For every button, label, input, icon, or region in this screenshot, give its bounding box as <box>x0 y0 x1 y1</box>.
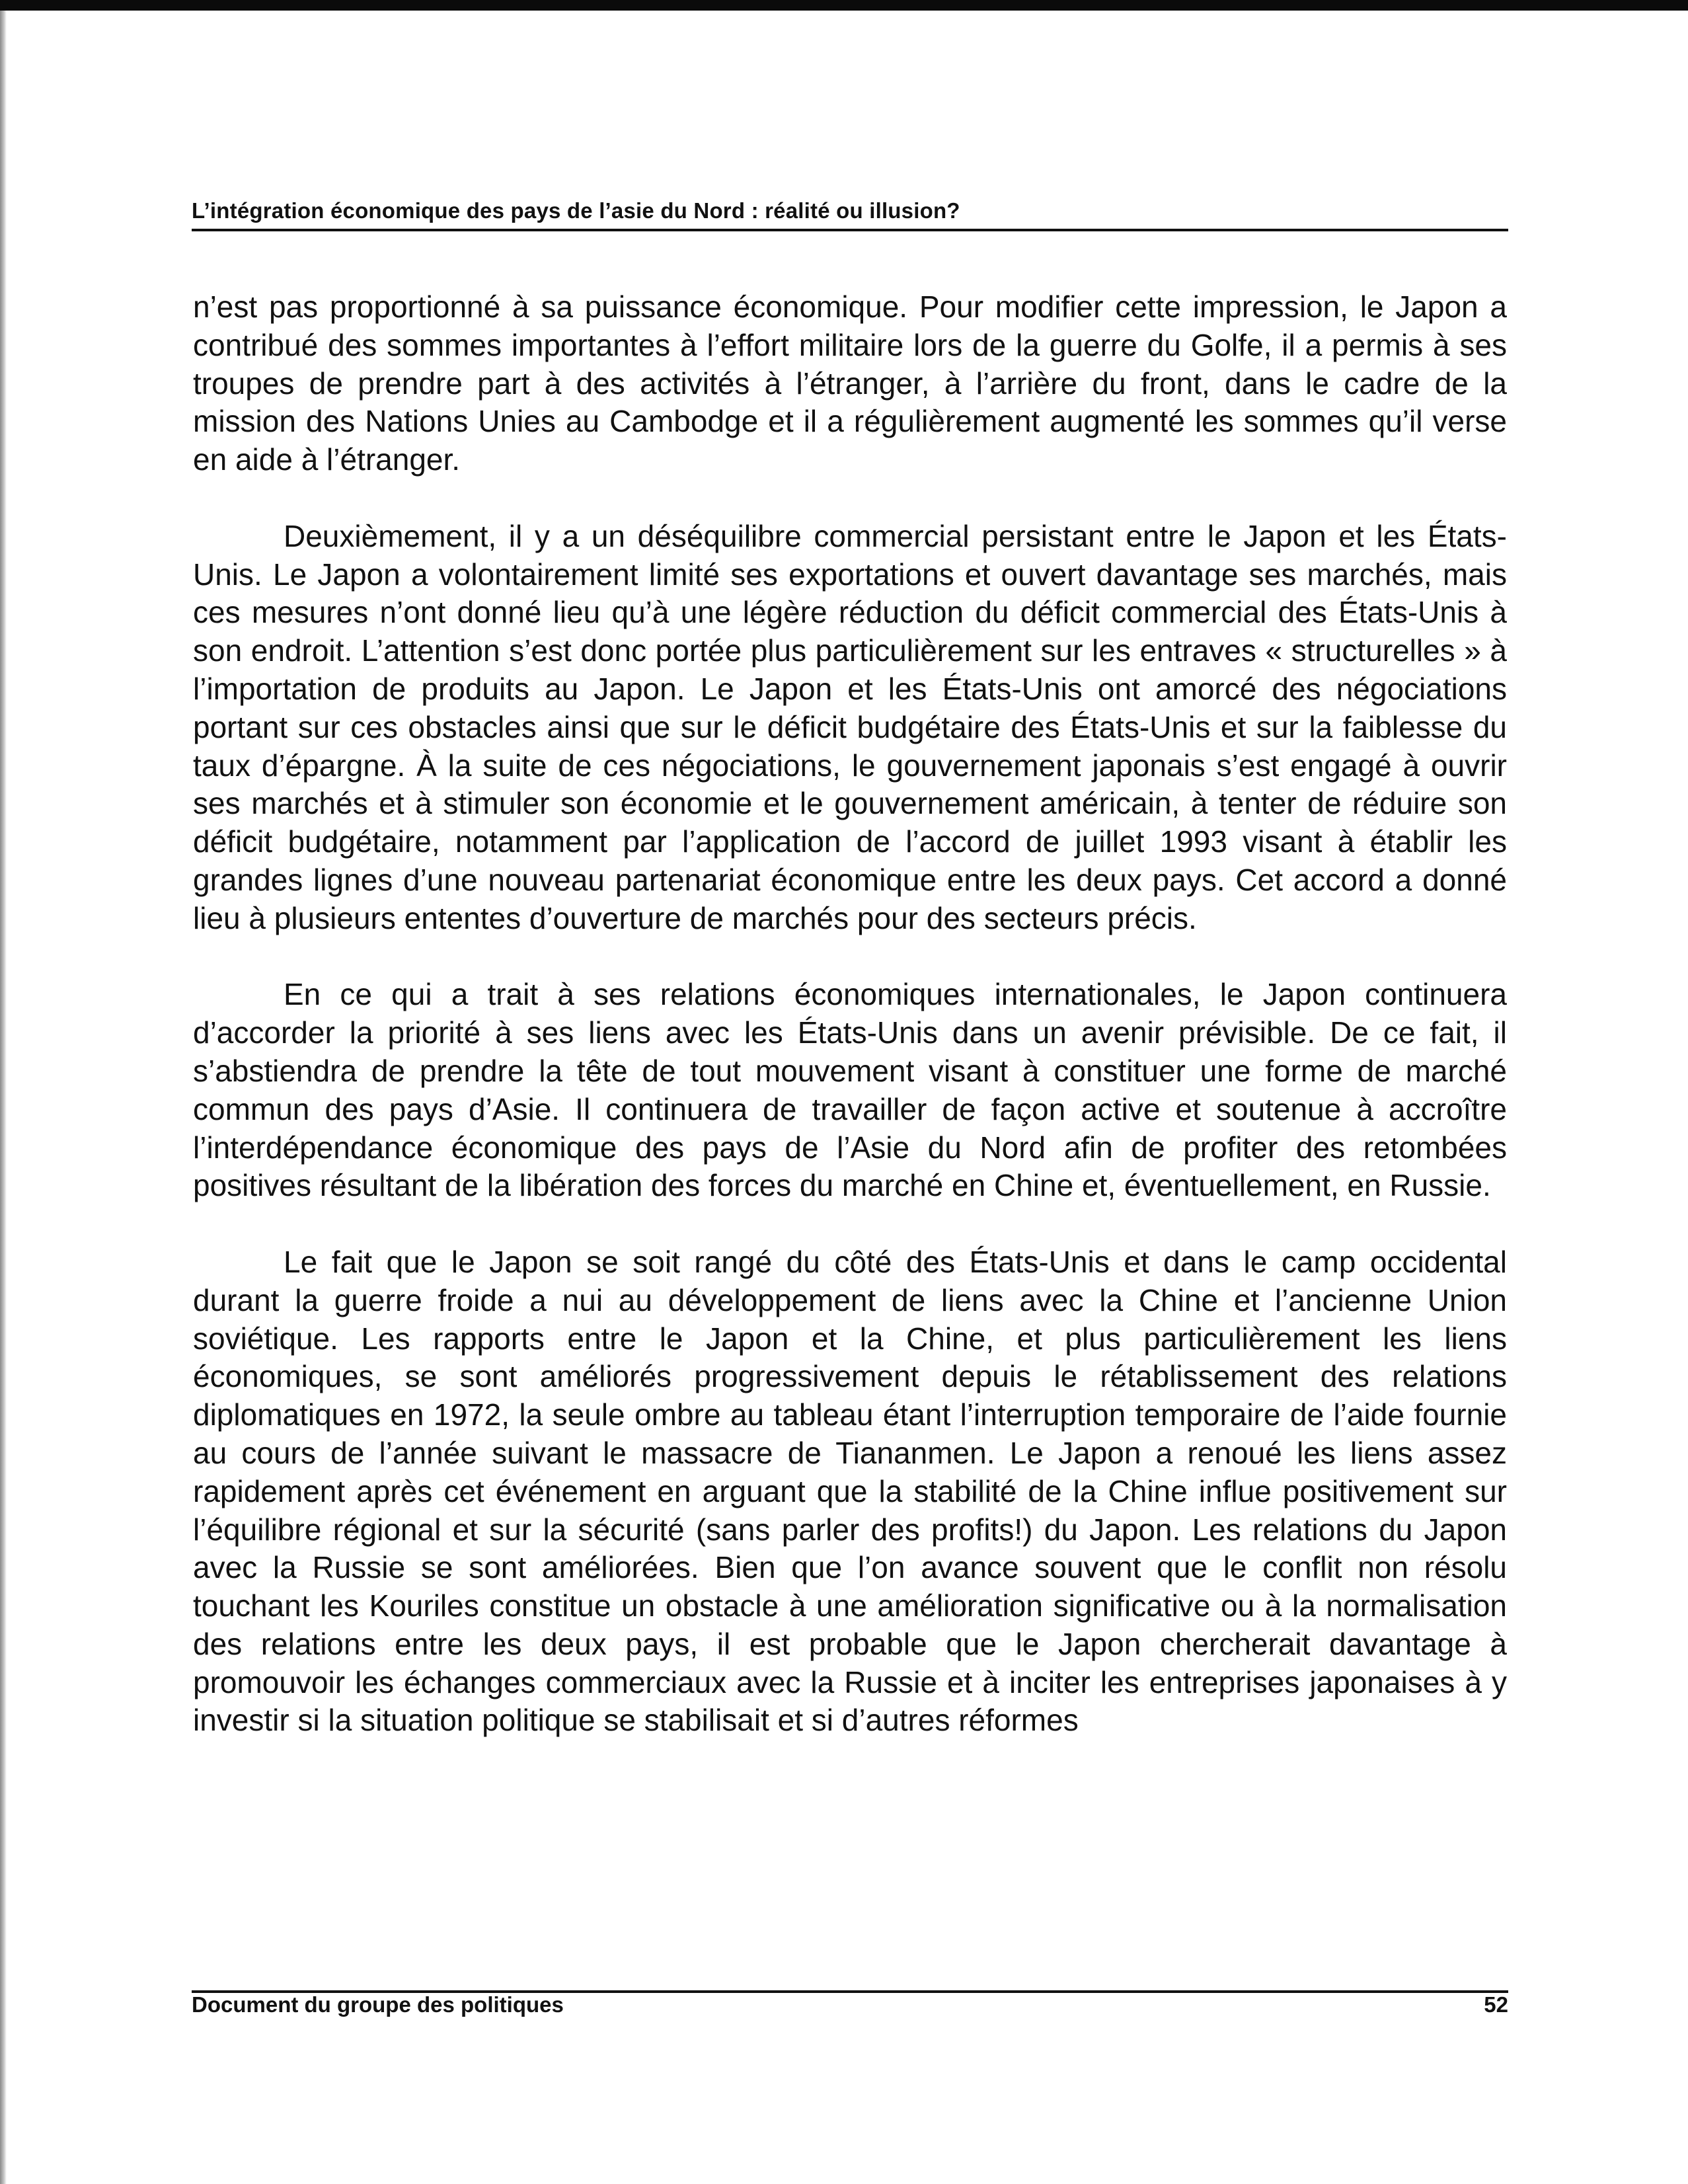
paragraph-2: Deuxièmement, il y a un déséquilibre commercial persistant entre le Japon et les États-Unis. Le Japon a volontairement limité ses exportations et ouvert davantage ses marchés, mais ces mesures n’ont donné lieu qu’à une légère réduction du déficit commercial des États-Unis à son endroit. L’attention s’est donc portée plus particulièrement sur les entraves « structurelles » à l’importation de produits au Japon. Le Japon et les États-Unis ont amorcé des négociations portant sur ces obstacles ainsi que sur le déficit budgétaire des États-Unis et sur la faiblesse du taux d’épargne. À la suite de ces négociations, le gouvernement japonais s’est engagé à ouvrir ses marchés et à stimuler son économie et le gouvernement américain, à tenter de réduire son déficit budgétaire, notamment par l’application de l’accord de juillet 1993 visant à établir les grandes lignes d’une nouveau partenariat économique entre les deux pays. Cet accord a donné lieu à plusieurs ententes d’ouverture de marchés pour des secteurs précis. <box>193 518 1507 935</box>
paragraph-1: n’est pas proportionné à sa puissance économique. Pour modifier cette impression, le Japon a contribué des sommes importantes à l’effort militaire lors de la guerre du Golfe, il a permis à ses troupes de prendre part à des activités à l’étranger, à l’arrière du front, dans le cadre de la mission des Nations Unies au Cambodge et il a régulièrement augmenté les sommes qu’il verse en aide à l’étranger. <box>193 290 1507 477</box>
page-number: 52 <box>1484 1992 1508 2017</box>
header-rule <box>192 229 1508 231</box>
paragraph-3: En ce qui a trait à ses relations économiques internationales, le Japon continuera d’accorder la priorité à ses liens avec les États-Unis dans un avenir prévisible. De ce fait, il s’abstiendra de prendre la tête de tout mouvement visant à constituer une forme de marché commun des pays d’Asie. Il continuera de travailler de façon active et soutenue à accroître l’interdépendance économique des pays de l’Asie du Nord afin de profiter des retombées positives résultant de la libération des forces du marché en Chine et, éventuellement, en Russie. <box>193 977 1507 1203</box>
paragraph-4: Le fait que le Japon se soit rangé du côté des États-Unis et dans le camp occidental durant la guerre froide a nui au développement de liens avec la Chine et l’ancienne Union soviétique. Les rapports entre le Japon et la Chine, et plus particulièrement les liens économiques, se sont améliorés progressivement depuis le rétablissement des relations diplomatiques en 1972, la seule ombre au tableau étant l’interruption temporaire de l’aide fournie au cours de l’année suivant le massacre de Tiananmen. Le Japon a renoué les liens assez rapidement après cet événement en arguant que la stabilité de la Chine influe positivement sur l’équilibre régional et sur la sécurité (sans parler des profits!) du Japon. Les relations du Japon avec la Russie se sont améliorées. Bien que l’on avance souvent que le conflit non résolu touchant les Kouriles constitue un obstacle à une amélioration significative ou à la normalisation des relations entre les deux pays, il est probable que le Japon chercherait davantage à promouvoir les échanges commerciaux avec la Russie et à inciter les entreprises japonaises à y investir si la situation politique se stabilisait et si d’autres réformes <box>193 1244 1507 1738</box>
running-header-title: L’intégration économique des pays de l’asie du Nord : réalité ou illusion? <box>192 198 960 223</box>
scan-top-border <box>0 0 1688 11</box>
body-text <box>193 288 1507 1740</box>
footer-document-label: Document du groupe des politiques <box>192 1992 564 2017</box>
scan-left-edge <box>0 11 7 2184</box>
